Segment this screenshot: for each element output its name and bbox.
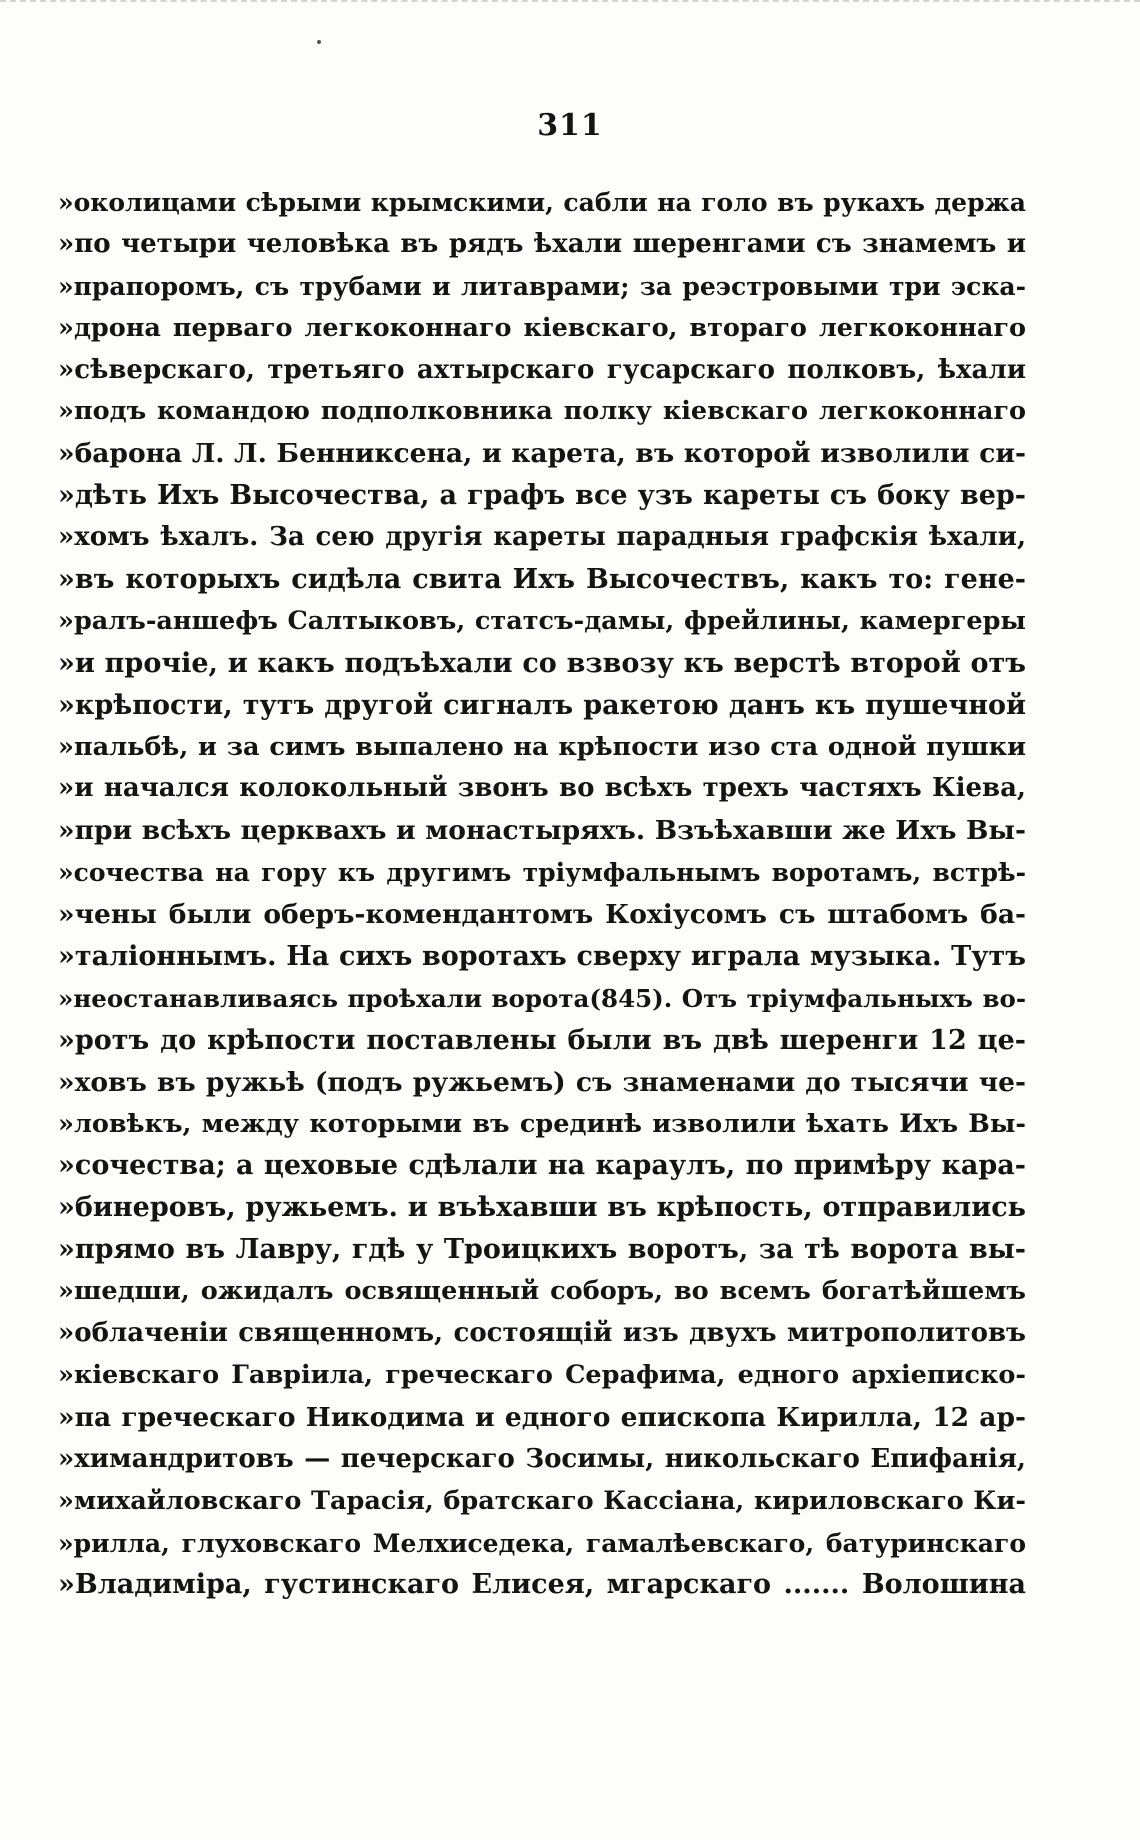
text-line: »пальбѣ, и за симъ выпалено на крѣпости изо ста одной пушки [58,731,1026,762]
text-line: »рилла, глуховскаго Мелхиседека, гамалѣевскаго, батуринскаго [58,1528,1026,1558]
text-line: »хомъ ѣхалъ. За сею другія кареты парадныя графскія ѣхали, [58,522,1026,553]
text-line: »неостанавливаясь проѣхали ворота(845). Отъ тріумфальныхъ во- [58,983,1026,1013]
text-line: »крѣпости, тутъ другой сигналъ ракетою данъ къ пушечной [58,689,1026,721]
text-line: »облаченіи священномъ, состоящій изъ двухъ митрополитовъ [58,1318,1026,1349]
text-line: »ротъ до крѣпости поставлены были въ двѣ шеренги 12 це- [58,1024,1026,1056]
text-line: »дѣть Ихъ Высочества, а графъ все узъ кареты съ боку вер- [58,480,1026,512]
text-line: »Владиміра, густинскаго Елисея, мгарскаго ....... Волошина [58,1569,1026,1601]
print-speck [317,40,321,44]
text-line: »и прочіе, и какъ подъѣхали со взвозу къ верстѣ второй отъ [58,647,1026,679]
text-line: »сѣверскаго, третьяго ахтырскаго гусарскаго полковъ, ѣхали [58,354,1026,385]
text-line: »при всѣхъ церквахъ и монастыряхъ. Взъѣхавши же Ихъ Вы- [58,815,1026,847]
text-line: »чены были оберъ-комендантомъ Кохіусомъ съ штабомъ ба- [58,899,1026,931]
page-top-edge [0,0,1140,6]
text-line: »и начался колокольный звонъ во всѣхъ трехъ частяхъ Кіева, [58,773,1026,804]
text-line: »ралъ-аншефъ Салтыковъ, статсъ-дамы, фрейлины, камергеры [58,605,1026,636]
text-line: »подъ командою подполковника полку кіевскаго легкоконнаго [58,396,1026,427]
text-line: »дрона перваго легкоконнаго кіевскаго, втораго легкоконнаго [58,312,1026,343]
text-line: »михайловскаго Тарасія, братскаго Кассіана, кириловскаго Ки- [58,1485,1026,1516]
text-line: »околицами сѣрыми крымскими, сабли на голо въ рукахъ держа [58,188,1026,217]
text-line: »химандритовъ — печерскаго Зосимы, никольскаго Епифанія, [58,1443,1026,1474]
text-line: »сочества; а цеховые сдѣлали на караулъ, по примѣру кара- [58,1150,1026,1182]
page-number: 311 [537,108,603,143]
text-line: »по четыри человѣка въ рядъ ѣхали шеренгами съ знамемъ и [58,228,1026,259]
text-line: »ховъ въ ружьѣ (подъ ружьемъ) съ знаменами до тысячи че- [58,1066,1026,1098]
text-line: »бинеровъ, ружьемъ. и въѣхавши въ крѣпость, отправились [58,1192,1026,1224]
text-line: »кіевскаго Гавріила, греческаго Серафима, едного архіеписко- [58,1359,1026,1390]
text-line: »сочества на гору къ другимъ тріумфальнымъ воротамъ, встрѣ- [58,858,1026,888]
text-line: »прямо въ Лавру, гдѣ у Троицкихъ воротъ, за тѣ ворота вы- [58,1234,1026,1266]
body-text [58,182,1026,1606]
text-line: »таліоннымъ. На сихъ воротахъ сверху играла музыка. Тутъ [58,941,1026,973]
text-line: »въ которыхъ сидѣла свита Ихъ Высочествъ, какъ то: гене- [58,564,1026,596]
text-line: »па греческаго Никодима и едного епископа Кирилла, 12 ар- [58,1401,1026,1433]
text-line: »прапоромъ, съ трубами и литаврами; за реэстровыми три эска- [58,271,1026,301]
text-line: »шедши, ожидалъ освященный соборъ, во всемъ богатѣйшемъ [58,1276,1026,1307]
text-line: »барона Л. Л. Бенниксена, и карета, въ которой изволили си- [58,438,1026,470]
text-line: »ловѣкъ, между которыми въ срединѣ изволили ѣхать Ихъ Вы- [58,1108,1026,1139]
